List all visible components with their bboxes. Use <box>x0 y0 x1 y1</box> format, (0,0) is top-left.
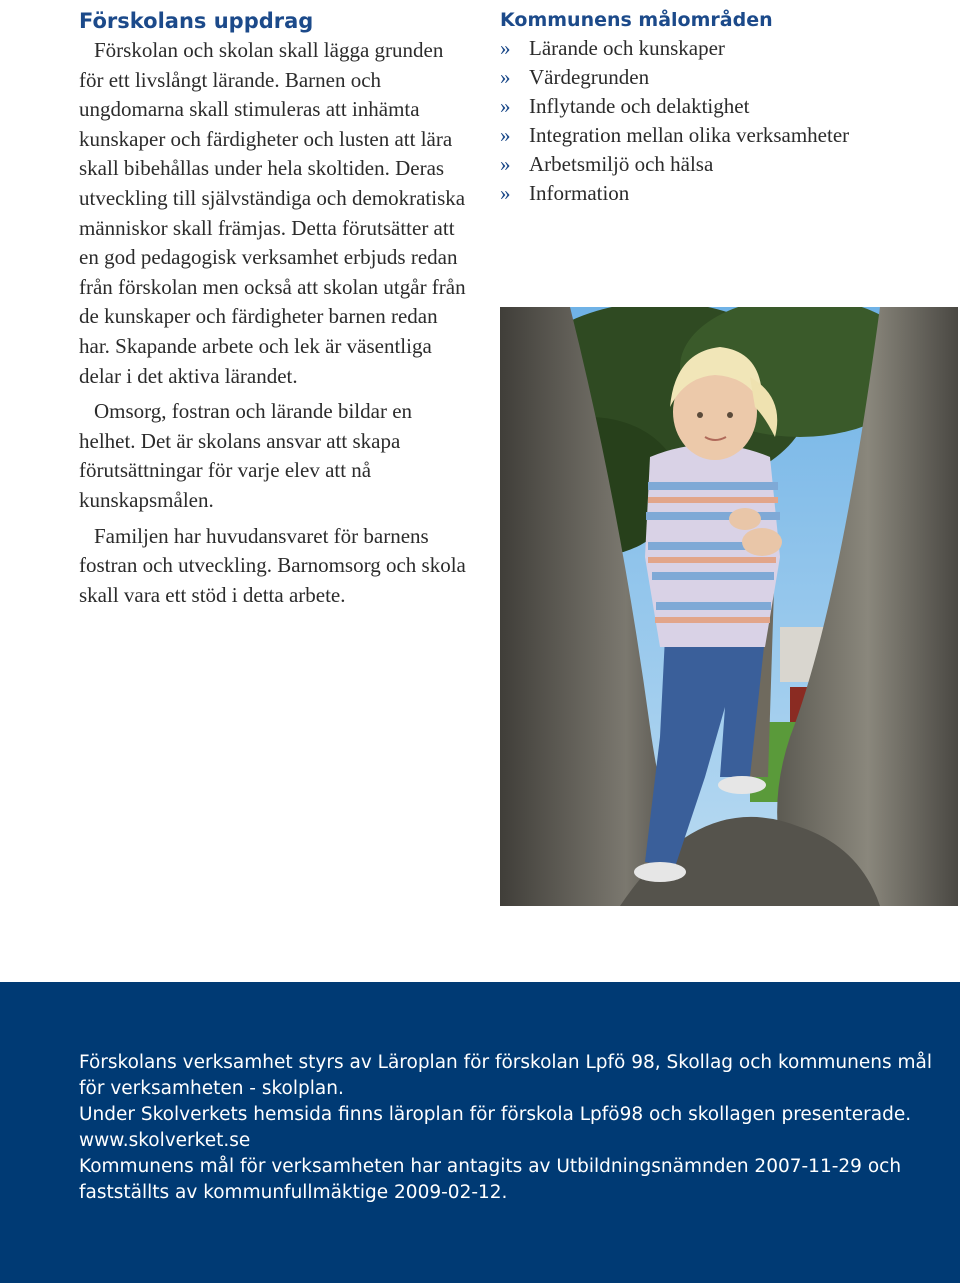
goal-item: » Värdegrunden <box>500 63 940 92</box>
banner-line-curriculum: Förskolans verksamhet styrs av Läroplan för förskolan Lpfö 98, Skollag och kommunens mål för verksamheten - skolplan. <box>79 1052 932 1099</box>
info-banner <box>0 982 960 1283</box>
goal-item: » Lärande och kunskaper <box>500 34 940 63</box>
photo-illustration <box>500 307 958 906</box>
chevron-bullet-icon: » <box>500 181 511 205</box>
goals-section <box>500 6 940 208</box>
goal-item: » Integration mellan olika verksamheter <box>500 121 940 150</box>
goal-item: » Information <box>500 179 940 208</box>
banner-line-adoption: Kommunens mål för verksamheten har antagits av Utbildningsnämnden 2007-11-29 och fastställts av kommunfullmäktige 2009-02-12. <box>79 1156 902 1203</box>
goals-heading: Kommunens målområden <box>500 9 773 31</box>
chevron-bullet-icon: » <box>500 123 511 147</box>
banner-text <box>79 1050 939 1206</box>
mission-section <box>79 6 469 610</box>
mission-paragraph-2: Omsorg, fostran och lärande bildar en helhet. Det är skolans ansvar att skapa förutsättningar för varje elev att nå kunskapsmålen. <box>79 399 413 512</box>
banner-line-skolverket: Under Skolverkets hemsida finns läroplan för förskola Lpfö98 och skollagen presenterade. www.skolverket.se <box>79 1104 912 1151</box>
mission-paragraph-1: Förskolan och skolan skall lägga grunden för ett livslångt lärande. Barnen och ungdomarna skall stimuleras att inhämta kunskaper och färdigheter och lusten att lära skall bibehållas under hela skoltiden. Deras utveckling till självständiga och demokratiska människor skall främjas. Detta förutsätter att en god pedagogisk verksamhet erbjuds redan från förskolan men också att skolan utgår från de kunskaper och färdigheter barnen redan har. Skapande arbete och lek är väsentliga delar i det aktiva lärandet. <box>79 38 466 388</box>
child-in-tree-photo <box>500 307 958 906</box>
chevron-bullet-icon: » <box>500 152 511 176</box>
chevron-bullet-icon: » <box>500 36 511 60</box>
goal-item: » Arbetsmiljö och hälsa <box>500 150 940 179</box>
goals-list <box>500 34 940 208</box>
mission-heading: Förskolans uppdrag <box>79 9 314 33</box>
chevron-bullet-icon: » <box>500 94 511 118</box>
chevron-bullet-icon: » <box>500 65 511 89</box>
mission-paragraph-3: Familjen har huvudansvaret för barnens fostran och utveckling. Barnomsorg och skola skall vara ett stöd i detta arbete. <box>79 523 466 607</box>
goal-item: » Inflytande och delaktighet <box>500 92 940 121</box>
